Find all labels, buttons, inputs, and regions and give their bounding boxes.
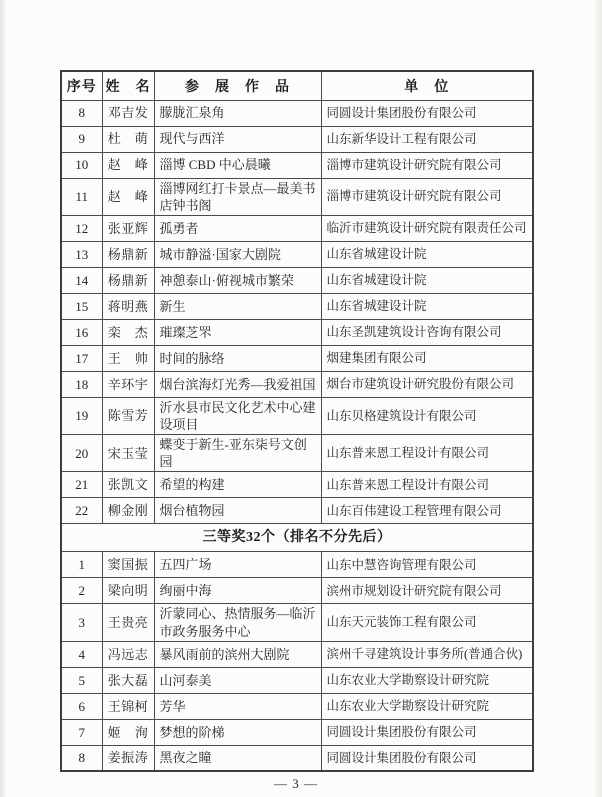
table-row (61, 241, 533, 267)
cell-name: 王贵亮 (102, 604, 154, 641)
cell-no: 22 (61, 498, 102, 524)
cell-no: 14 (61, 267, 102, 293)
cell-name: 王锦柯 (102, 693, 154, 719)
cell-name: 辛环宇 (102, 371, 154, 397)
table-row (61, 319, 533, 345)
cell-no: 8 (61, 745, 102, 771)
cell-work: 朦胧汇泉角 (154, 100, 321, 126)
table-row (61, 745, 533, 771)
third-prize-rows (61, 552, 533, 771)
table-row (61, 641, 533, 667)
cell-no: 1 (61, 552, 102, 578)
cell-org: 山东贝格建筑设计有限公司 (321, 397, 533, 434)
cell-no: 10 (61, 152, 102, 178)
cell-org: 山东百伟建设工程管理有限公司 (321, 498, 533, 524)
cell-org: 滨州市规划设计研究院有限公司 (321, 578, 533, 604)
cell-name: 梁向明 (102, 578, 154, 604)
cell-work: 孤勇者 (154, 215, 321, 241)
cell-no: 20 (61, 435, 102, 472)
cell-name: 陈雪芳 (102, 397, 154, 434)
cell-no: 15 (61, 293, 102, 319)
cell-no: 2 (61, 578, 102, 604)
cell-org: 山东圣凯建筑设计咨询有限公司 (321, 319, 533, 345)
table-row (61, 435, 533, 472)
cell-work: 绚丽中海 (154, 578, 321, 604)
cell-no: 4 (61, 641, 102, 667)
scan-edge-right (594, 0, 602, 797)
table-row (61, 397, 533, 434)
cell-no: 6 (61, 693, 102, 719)
cell-org: 烟建集团有限公司 (321, 345, 533, 371)
cell-name: 邓吉发 (102, 100, 154, 126)
cell-org: 同圆设计集团股份有限公司 (321, 719, 533, 745)
cell-work: 神憩泰山·俯视城市繁荣 (154, 267, 321, 293)
table-row (61, 472, 533, 498)
table-row (61, 578, 533, 604)
cell-name: 宋玉莹 (102, 435, 154, 472)
table-row (61, 667, 533, 693)
cell-org: 烟台市建筑设计研究股份有限公司 (321, 371, 533, 397)
section-header-row (61, 524, 533, 552)
table-row (61, 293, 533, 319)
cell-no: 19 (61, 397, 102, 434)
cell-work: 黑夜之瞳 (154, 745, 321, 771)
table-row (61, 152, 533, 178)
cell-work: 沂水县市民文化艺术中心建设项目 (154, 397, 321, 434)
cell-name: 王 帅 (102, 345, 154, 371)
cell-name: 姜振涛 (102, 745, 154, 771)
cell-work: 淄博 CBD 中心晨曦 (154, 152, 321, 178)
cell-no: 3 (61, 604, 102, 641)
cell-name: 栾 杰 (102, 319, 154, 345)
table-row (61, 126, 533, 152)
cell-work: 希望的构建 (154, 472, 321, 498)
award-table (60, 70, 534, 772)
col-header-work: 参 展 作 品 (154, 71, 321, 100)
cell-work: 梦想的阶梯 (154, 719, 321, 745)
cell-name: 冯远志 (102, 641, 154, 667)
cell-name: 张亚辉 (102, 215, 154, 241)
cell-name: 蒋明燕 (102, 293, 154, 319)
cell-org: 山东天元装饰工程有限公司 (321, 604, 533, 641)
cell-work: 山河泰美 (154, 667, 321, 693)
cell-name: 张大磊 (102, 667, 154, 693)
cell-org: 淄博市建筑设计研究院有限公司 (321, 178, 533, 215)
cell-org: 山东农业大学勘察设计研究院 (321, 667, 533, 693)
cell-no: 11 (61, 178, 102, 215)
table-row (61, 552, 533, 578)
table-row (61, 719, 533, 745)
table-row (61, 100, 533, 126)
table-row (61, 498, 533, 524)
cell-work: 芳华 (154, 693, 321, 719)
cell-work: 烟台滨海灯光秀—我爱祖国 (154, 371, 321, 397)
cell-org: 同圆设计集团股份有限公司 (321, 100, 533, 126)
cell-work: 沂蒙同心、热情服务—临沂市政务服务中心 (154, 604, 321, 641)
cell-no: 17 (61, 345, 102, 371)
cell-no: 8 (61, 100, 102, 126)
table-row (61, 345, 533, 371)
cell-name: 窦国振 (102, 552, 154, 578)
section-header: 三等奖32个（排名不分先后） (61, 524, 533, 552)
cell-no: 13 (61, 241, 102, 267)
table-row (61, 604, 533, 641)
cell-work: 时间的脉络 (154, 345, 321, 371)
col-header-no: 序号 (61, 71, 102, 100)
cell-work: 暴风雨前的滨州大剧院 (154, 641, 321, 667)
cell-org: 滨州千寻建筑设计事务所(普通合伙) (321, 641, 533, 667)
cell-org: 山东普来恩工程设计有限公司 (321, 435, 533, 472)
col-header-name: 姓 名 (102, 71, 154, 100)
cell-no: 18 (61, 371, 102, 397)
cell-org: 山东新华设计工程有限公司 (321, 126, 533, 152)
cell-org: 山东农业大学勘察设计研究院 (321, 693, 533, 719)
cell-name: 杨鼎新 (102, 267, 154, 293)
cell-name: 张凯文 (102, 472, 154, 498)
cell-work: 璀璨芝罘 (154, 319, 321, 345)
col-header-org: 单 位 (321, 71, 533, 100)
cell-work: 蝶变于新生-亚东柒号文创园 (154, 435, 321, 472)
cell-name: 赵 峰 (102, 152, 154, 178)
cell-org: 山东省城建设计院 (321, 241, 533, 267)
cell-org: 淄博市建筑设计研究院有限公司 (321, 152, 533, 178)
cell-work: 烟台植物园 (154, 498, 321, 524)
cell-work: 现代与西洋 (154, 126, 321, 152)
cell-no: 12 (61, 215, 102, 241)
second-prize-rows (61, 100, 533, 524)
table-row (61, 267, 533, 293)
table-row (61, 215, 533, 241)
cell-name: 姬 洵 (102, 719, 154, 745)
table-header-row (61, 71, 533, 100)
cell-work: 淄博网红打卡景点—最美书店钟书阁 (154, 178, 321, 215)
cell-org: 临沂市建筑设计研究院有限责任公司 (321, 215, 533, 241)
cell-work: 新生 (154, 293, 321, 319)
cell-org: 山东省城建设计院 (321, 293, 533, 319)
cell-org: 同圆设计集团股份有限公司 (321, 745, 533, 771)
cell-name: 杨鼎新 (102, 241, 154, 267)
scan-edge-left (0, 0, 7, 797)
cell-work: 五四广场 (154, 552, 321, 578)
table-row (61, 371, 533, 397)
cell-name: 赵 峰 (102, 178, 154, 215)
cell-no: 9 (61, 126, 102, 152)
table-row (61, 693, 533, 719)
cell-org: 山东省城建设计院 (321, 267, 533, 293)
cell-no: 7 (61, 719, 102, 745)
cell-no: 16 (61, 319, 102, 345)
page-number: — 3 — (274, 776, 318, 791)
table-row (61, 178, 533, 215)
cell-name: 柳金刚 (102, 498, 154, 524)
cell-no: 5 (61, 667, 102, 693)
cell-name: 杜 萌 (102, 126, 154, 152)
cell-org: 山东中慧咨询管理有限公司 (321, 552, 533, 578)
cell-work: 城市静溢·国家大剧院 (154, 241, 321, 267)
cell-no: 21 (61, 472, 102, 498)
cell-org: 山东普来恩工程设计有限公司 (321, 472, 533, 498)
